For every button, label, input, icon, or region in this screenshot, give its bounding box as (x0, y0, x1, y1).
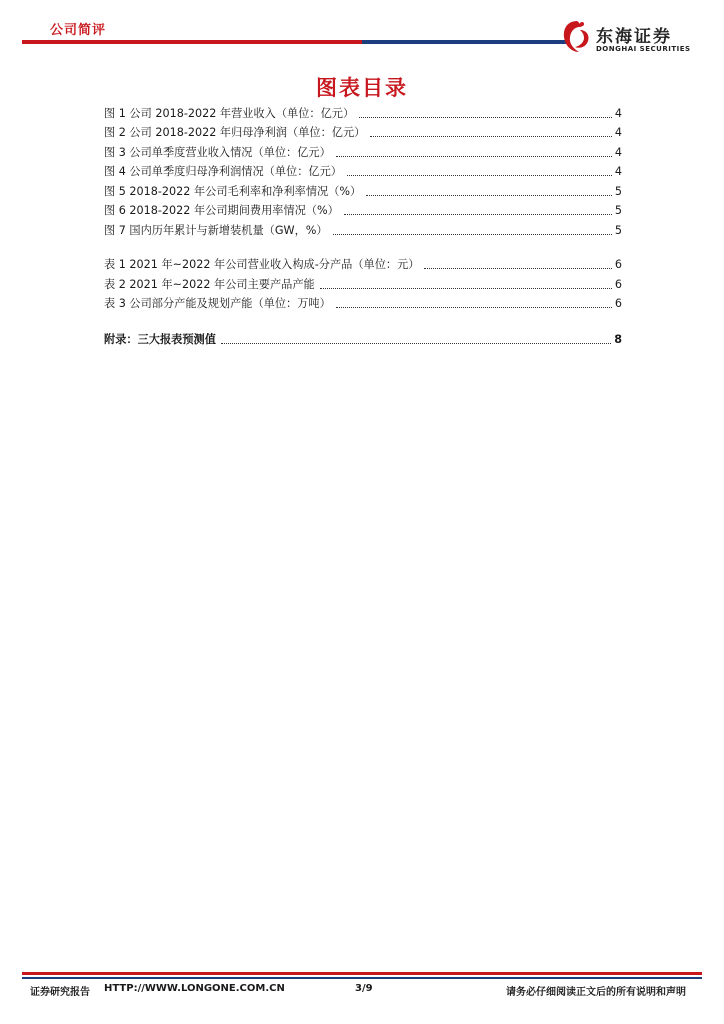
toc-entry-text: 图 3 公司单季度营业收入情况（单位：亿元） (104, 145, 331, 159)
toc-page-number: 5 (614, 223, 622, 237)
toc-page-number: 6 (614, 258, 622, 271)
toc-leader (221, 343, 611, 344)
header-rule-blue (362, 40, 570, 44)
footer-url-link[interactable]: HTTP://WWW.LONGONE.COM.CN (104, 983, 285, 994)
toc-figure-7[interactable] (104, 219, 622, 239)
toc-table-2[interactable] (104, 273, 622, 293)
toc-entry-text: 表 1 2021 年~2022 年公司营业收入构成-分产品（单位：元） (104, 258, 420, 271)
toc-entry-text: 图 7 国内历年累计与新增装机量（GW，%） (104, 223, 328, 237)
toc-entry-text: 图 2 公司 2018-2022 年归母净利润（单位：亿元） (104, 126, 366, 139)
toc-entry-text: 表 2 2021 年~2022 年公司主要产品产能 (104, 277, 315, 291)
section-label: 公司简评 (50, 23, 107, 38)
company-logo (560, 18, 690, 58)
toc-title: 图表目录 (316, 76, 408, 100)
toc-figure-1[interactable] (104, 102, 622, 122)
toc-leader (359, 117, 612, 118)
toc-page-number: 5 (614, 204, 622, 217)
toc-appendix[interactable] (104, 328, 622, 348)
toc-leader (320, 288, 612, 289)
toc-leader (344, 214, 612, 215)
toc-entry-text: 图 1 公司 2018-2022 年营业收入（单位：亿元） (104, 106, 355, 120)
footer-page-number: 3/9 (355, 983, 373, 994)
toc-entry-text: 图 4 公司单季度归母净利润情况（单位：亿元） (104, 165, 342, 178)
toc-leader (424, 268, 611, 269)
toc-entry-text: 附录：三大报表预测值 (104, 332, 216, 346)
header-rule-red (22, 40, 362, 44)
toc-figure-4[interactable] (104, 161, 622, 181)
footer-report-type: 证券研究报告 (30, 987, 90, 998)
toc-page-number: 6 (614, 297, 622, 310)
toc-page-number: 4 (614, 145, 622, 159)
toc-table-1[interactable] (104, 254, 622, 274)
logo-name-cn: 东海证券 (596, 27, 672, 47)
toc-leader (347, 175, 612, 176)
toc-leader (336, 307, 612, 308)
toc-figure-5[interactable] (104, 180, 622, 200)
toc-leader (333, 234, 612, 235)
toc-table-3[interactable] (104, 293, 622, 313)
toc-page-number: 8 (614, 332, 622, 346)
logo-name-en: DONGHAI SECURITIES (596, 45, 691, 53)
toc-list (104, 102, 622, 348)
toc-leader (370, 136, 612, 137)
toc-leader (336, 156, 612, 157)
toc-entry-text: 图 5 2018-2022 年公司毛利率和净利率情况（%） (104, 184, 362, 198)
toc-figure-6[interactable] (104, 200, 622, 220)
toc-page-number: 4 (614, 106, 622, 120)
footer-disclaimer: 请务必仔细阅读正文后的所有说明和声明 (506, 987, 686, 998)
footer-rule-red (22, 972, 702, 975)
toc-entry-text: 表 3 公司部分产能及规划产能（单位：万吨） (104, 297, 331, 310)
dragon-logo-icon (560, 18, 594, 56)
toc-figure-2[interactable] (104, 122, 622, 142)
toc-leader (366, 195, 612, 196)
toc-page-number: 5 (614, 184, 622, 198)
toc-page-number: 4 (614, 126, 622, 139)
toc-entry-text: 图 6 2018-2022 年公司期间费用率情况（%） (104, 204, 339, 217)
toc-figure-3[interactable] (104, 141, 622, 161)
toc-page-number: 4 (614, 165, 622, 178)
toc-page-number: 6 (614, 277, 622, 291)
footer-rule-blue (22, 977, 702, 979)
